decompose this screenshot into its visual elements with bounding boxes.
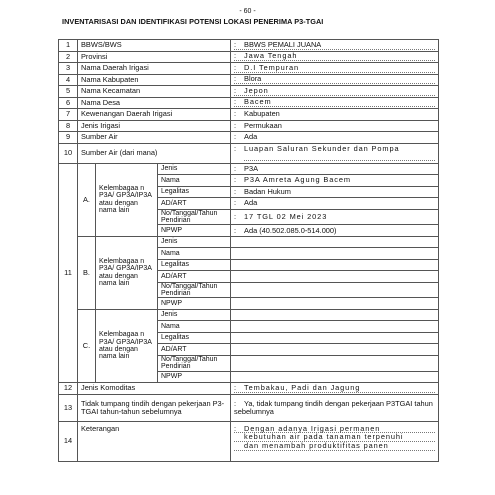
- value-line: [234, 132, 257, 141]
- value-line: [234, 442, 435, 451]
- field-value: Badan Hukum: [244, 186, 291, 196]
- colon: :: [234, 97, 237, 107]
- row-value: Kabupaten: [244, 109, 280, 119]
- table-row: [59, 132, 439, 144]
- row-number: 5: [59, 86, 78, 98]
- dotted-line: [244, 153, 435, 161]
- field-label: Legalitas: [158, 332, 231, 344]
- row-number: 13: [59, 394, 78, 421]
- field-value-cell: [231, 355, 439, 371]
- row-number: 4: [59, 74, 78, 86]
- row-value: Tembakau, Padi dan Jagung: [244, 382, 361, 392]
- table-row: [59, 40, 439, 52]
- row-value: Jawa Tengah: [244, 51, 298, 61]
- row-label: Nama Desa: [78, 97, 231, 109]
- table-row: [59, 63, 439, 75]
- field-value: P3A: [244, 163, 259, 173]
- row-label: Nama Kabupaten: [78, 74, 231, 86]
- group-letter: A.: [78, 163, 96, 236]
- row-value: Luapan Saluran Sekunder dan Pompa: [244, 144, 400, 154]
- field-label: No/Tanggal/Tahun Pendirian: [158, 282, 231, 298]
- value-line: [234, 144, 399, 153]
- group-letter: B.: [78, 236, 96, 309]
- field-value-cell: [231, 298, 439, 310]
- row-value-cell: [231, 143, 439, 163]
- row-label: Keterangan: [78, 421, 231, 461]
- row-number: 11: [59, 163, 78, 383]
- group-name: Kelembagaa n P3A/ GP3A/IP3A atau dengan nama lain: [96, 309, 158, 382]
- colon: :: [234, 163, 237, 173]
- value-line: [234, 52, 435, 61]
- row-value: kebutuhan air pada tanaman terpenuhi: [244, 432, 404, 442]
- field-label: No/Tanggal/Tahun Pendirian: [158, 209, 231, 225]
- field-label: Jenis: [158, 163, 231, 175]
- row-label: Nama Daerah Irigasi: [78, 63, 231, 75]
- row-number: 14: [59, 421, 78, 461]
- row-value-cell: [231, 109, 439, 121]
- colon: :: [234, 398, 237, 408]
- field-value-cell: [231, 309, 439, 321]
- field-value-cell: [231, 236, 439, 248]
- row-label: Nama Kecamatan: [78, 86, 231, 98]
- colon: :: [234, 186, 237, 196]
- field-value-cell: [231, 163, 439, 175]
- row-value: BBWS PEMALI JUANA: [244, 39, 322, 49]
- table-row: [59, 109, 439, 121]
- field-label: AD/ART: [158, 271, 231, 283]
- page-number: - 60 -: [239, 8, 256, 15]
- row-number: 8: [59, 120, 78, 132]
- field-value-cell: [231, 186, 439, 198]
- row-value-cell: [231, 40, 439, 52]
- row-number: 1: [59, 40, 78, 52]
- row-value-cell: [231, 120, 439, 132]
- row-value: Dengan adanya Irigasi permanen: [244, 423, 381, 433]
- field-label: Jenis: [158, 236, 231, 248]
- group-name: Kelembagaa n P3A/ GP3A/IP3A atau dengan nama lain: [96, 236, 158, 309]
- row-value: D.I Tempuran: [244, 62, 300, 72]
- row-number: 9: [59, 132, 78, 144]
- row-number: 12: [59, 383, 78, 395]
- row-value-cell: [231, 394, 439, 421]
- row-label: Tidak tumpang tindih dengan pekerjaan P3-TGAI tahun-tahun sebelumnya: [78, 394, 231, 421]
- row-number: 6: [59, 97, 78, 109]
- value-line: [234, 64, 435, 73]
- colon: :: [234, 120, 237, 130]
- field-label: Nama: [158, 248, 231, 260]
- row-value-cell: [231, 132, 439, 144]
- colon: :: [234, 132, 237, 142]
- colon: :: [234, 382, 237, 392]
- field-label: NPWP: [158, 371, 231, 383]
- table-row: [59, 394, 439, 421]
- colon: :: [234, 85, 237, 95]
- row-number: 10: [59, 143, 78, 163]
- colon: :: [234, 109, 237, 119]
- table-row: [59, 383, 439, 395]
- field-value: Ada: [244, 198, 258, 208]
- field-value-cell: [231, 321, 439, 333]
- field-value-cell: [231, 332, 439, 344]
- value-line: [234, 109, 280, 118]
- field-value-cell: [231, 248, 439, 260]
- row-value: Ya, tidak tumpang tindih dengan pekerjaan P3TGAI tahun sebelumnya: [234, 398, 433, 416]
- inventory-table: [58, 39, 439, 462]
- row-label: BBWS/BWS: [78, 40, 231, 52]
- field-value-cell: [231, 371, 439, 383]
- field-value-cell: [231, 198, 439, 210]
- value-line: [234, 75, 435, 84]
- colon: :: [234, 74, 237, 84]
- field-label: Legalitas: [158, 259, 231, 271]
- row-label: Sumber Air (dari mana): [78, 143, 231, 163]
- colon: :: [234, 211, 237, 221]
- value-line: [234, 98, 435, 107]
- group-name: Kelembagaa n P3A/ GP3A/IP3A atau dengan nama lain: [96, 163, 158, 236]
- row-value-cell: [231, 421, 439, 461]
- colon: :: [234, 144, 237, 154]
- row-value: Ada: [244, 132, 258, 142]
- colon: :: [234, 51, 237, 61]
- colon: :: [234, 39, 237, 49]
- colon: :: [234, 198, 237, 208]
- field-label: Jenis: [158, 309, 231, 321]
- field-value: 17 TGL 02 Mei 2023: [244, 211, 328, 221]
- table-row: [59, 97, 439, 109]
- colon: :: [234, 423, 237, 433]
- table-row: [59, 309, 439, 321]
- value-line: [234, 41, 435, 50]
- row-value-cell: [231, 86, 439, 98]
- field-value-cell: [231, 175, 439, 187]
- page-title: INVENTARISASI DAN IDENTIFIKASI POTENSI LOKASI PENERIMA P3-TGAI: [62, 17, 324, 26]
- value-line: [234, 87, 435, 96]
- row-number: 3: [59, 63, 78, 75]
- field-label: NPWP: [158, 298, 231, 310]
- value-line: [234, 384, 435, 393]
- row-label: Sumber Air: [78, 132, 231, 144]
- row-number: 2: [59, 51, 78, 63]
- field-label: Nama: [158, 175, 231, 187]
- row-value: Bacem: [244, 97, 272, 107]
- row-number: 7: [59, 109, 78, 121]
- row-value-cell: [231, 51, 439, 63]
- field-value-cell: [231, 209, 439, 225]
- table-row: [59, 163, 439, 175]
- table-row: [59, 86, 439, 98]
- row-value-cell: [231, 63, 439, 75]
- table-row: [59, 421, 439, 461]
- table-row: [59, 143, 439, 163]
- field-label: AD/ART: [158, 198, 231, 210]
- table-row: [59, 120, 439, 132]
- row-value: Jepon: [244, 85, 269, 95]
- field-value-cell: [231, 271, 439, 283]
- row-value: Permukaan: [244, 120, 282, 130]
- row-label: Kewenangan Daerah Irigasi: [78, 109, 231, 121]
- field-value: Ada (40.502.085.0-514.000): [244, 225, 337, 235]
- value-line: [234, 121, 282, 130]
- field-value-cell: [231, 259, 439, 271]
- row-value-cell: [231, 383, 439, 395]
- row-label: Jenis Komoditas: [78, 383, 231, 395]
- row-value: Blora: [244, 74, 262, 84]
- field-value-cell: [231, 225, 439, 237]
- row-label: Jenis Irigasi: [78, 120, 231, 132]
- colon: :: [234, 175, 237, 185]
- colon: :: [234, 62, 237, 72]
- group-letter: C.: [78, 309, 96, 382]
- field-value: P3A Amreta Agung Bacem: [244, 175, 351, 185]
- row-value-cell: [231, 74, 439, 86]
- field-label: AD/ART: [158, 344, 231, 356]
- field-label: Nama: [158, 321, 231, 333]
- field-label: Legalitas: [158, 186, 231, 198]
- table-row: [59, 51, 439, 63]
- row-value-cell: [231, 97, 439, 109]
- field-label: No/Tanggal/Tahun Pendirian: [158, 355, 231, 371]
- table-row: [59, 74, 439, 86]
- table-row: [59, 236, 439, 248]
- colon: :: [234, 225, 237, 235]
- field-value-cell: [231, 344, 439, 356]
- row-value: dan menambah produktifitas panen: [244, 441, 389, 451]
- field-value-cell: [231, 282, 439, 298]
- row-label: Provinsi: [78, 51, 231, 63]
- field-label: NPWP: [158, 225, 231, 237]
